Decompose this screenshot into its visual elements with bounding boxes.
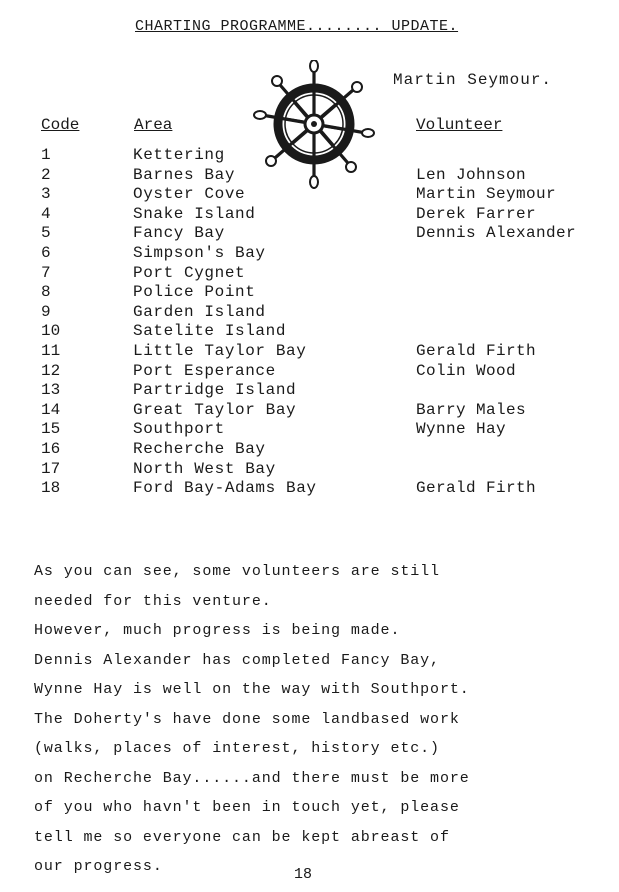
row-code: 18 — [41, 479, 61, 498]
table-row — [0, 146, 619, 166]
table-row — [0, 460, 619, 480]
row-volunteer: Dennis Alexander — [416, 224, 577, 243]
body-line: our progress. — [34, 858, 163, 875]
row-area: Police Point — [133, 283, 256, 302]
table-row — [0, 264, 619, 284]
table-row — [0, 185, 619, 205]
row-area: Snake Island — [133, 204, 256, 223]
page-number: 18 — [294, 866, 313, 883]
row-area: Port Cygnet — [133, 263, 246, 282]
row-code: 11 — [41, 341, 61, 360]
row-code: 13 — [41, 381, 61, 400]
row-code: 10 — [41, 322, 61, 341]
row-area: Fancy Bay — [133, 224, 225, 243]
body-line: tell me so everyone can be kept abreast of — [34, 828, 450, 846]
row-volunteer: Gerald Firth — [416, 479, 537, 498]
body-line: However, much progress is being made. — [34, 622, 401, 639]
row-code: 9 — [41, 302, 51, 321]
row-code: 5 — [41, 224, 51, 243]
table-row — [0, 479, 619, 499]
row-area: Port Esperance — [133, 361, 276, 380]
row-area: Ford Bay-Adams Bay — [133, 479, 317, 498]
row-area: Kettering — [133, 146, 225, 164]
table-row — [0, 420, 619, 440]
table-row — [0, 440, 619, 460]
row-code: 8 — [41, 283, 51, 302]
table-row — [0, 381, 619, 401]
table-row — [0, 342, 619, 362]
body-line: needed for this venture. — [34, 592, 272, 610]
row-code: 6 — [41, 243, 51, 262]
table-row — [0, 362, 619, 382]
row-area: Barnes Bay — [133, 165, 236, 184]
row-volunteer: Wynne Hay — [416, 420, 507, 439]
body-line: on Recherche Bay......and there must be more — [34, 769, 470, 787]
row-area: Oyster Cove — [133, 185, 246, 204]
body-line: The Doherty's have done some landbased work — [34, 710, 460, 728]
table-row — [0, 205, 619, 225]
row-volunteer: Barry Males — [416, 400, 527, 419]
row-volunteer: Martin Seymour — [416, 185, 557, 204]
column-header-area: Area — [134, 116, 173, 134]
page-title: CHARTING PROGRAMME........ UPDATE. — [135, 18, 459, 35]
table-row — [0, 303, 619, 323]
area-table — [0, 146, 619, 499]
body-line: Dennis Alexander has completed Fancy Bay, — [34, 651, 440, 669]
body-line: Wynne Hay is well on the way with Southport. — [34, 681, 470, 698]
body-line: of you who havn't been in touch yet, please — [34, 799, 460, 816]
row-area: Simpson's Bay — [133, 243, 266, 262]
row-volunteer: Derek Farrer — [416, 204, 537, 223]
row-code: 4 — [41, 204, 51, 223]
table-row — [0, 224, 619, 244]
author-name: Martin Seymour. — [393, 71, 553, 89]
row-code: 3 — [41, 185, 51, 204]
row-area: Partridge Island — [133, 381, 297, 400]
row-code: 2 — [41, 165, 51, 184]
row-code: 15 — [41, 420, 61, 439]
row-code: 14 — [41, 400, 61, 419]
row-volunteer: Colin Wood — [416, 361, 517, 380]
row-area: Garden Island — [133, 302, 266, 321]
body-line: As you can see, some volunteers are still — [34, 563, 440, 580]
table-row — [0, 401, 619, 421]
column-header-volunteer: Volunteer — [416, 116, 503, 134]
row-code: 7 — [41, 263, 51, 282]
row-volunteer: Len Johnson — [416, 165, 527, 184]
row-code: 17 — [41, 459, 61, 478]
row-code: 16 — [41, 439, 61, 458]
row-area: Great Taylor Bay — [133, 400, 297, 419]
table-row — [0, 166, 619, 186]
body-paragraph — [34, 557, 604, 882]
table-row — [0, 322, 619, 342]
table-row — [0, 283, 619, 303]
row-area: Little Taylor Bay — [133, 341, 307, 360]
table-row — [0, 244, 619, 264]
row-area: North West Bay — [133, 459, 276, 478]
row-volunteer: Gerald Firth — [416, 341, 537, 360]
row-area: Recherche Bay — [133, 439, 266, 458]
row-code: 12 — [41, 361, 61, 380]
body-line: (walks, places of interest, history etc.) — [34, 740, 440, 757]
row-area: Southport — [133, 420, 225, 439]
row-code: 1 — [41, 146, 51, 164]
row-area: Satelite Island — [133, 322, 287, 341]
column-header-code: Code — [41, 116, 80, 134]
